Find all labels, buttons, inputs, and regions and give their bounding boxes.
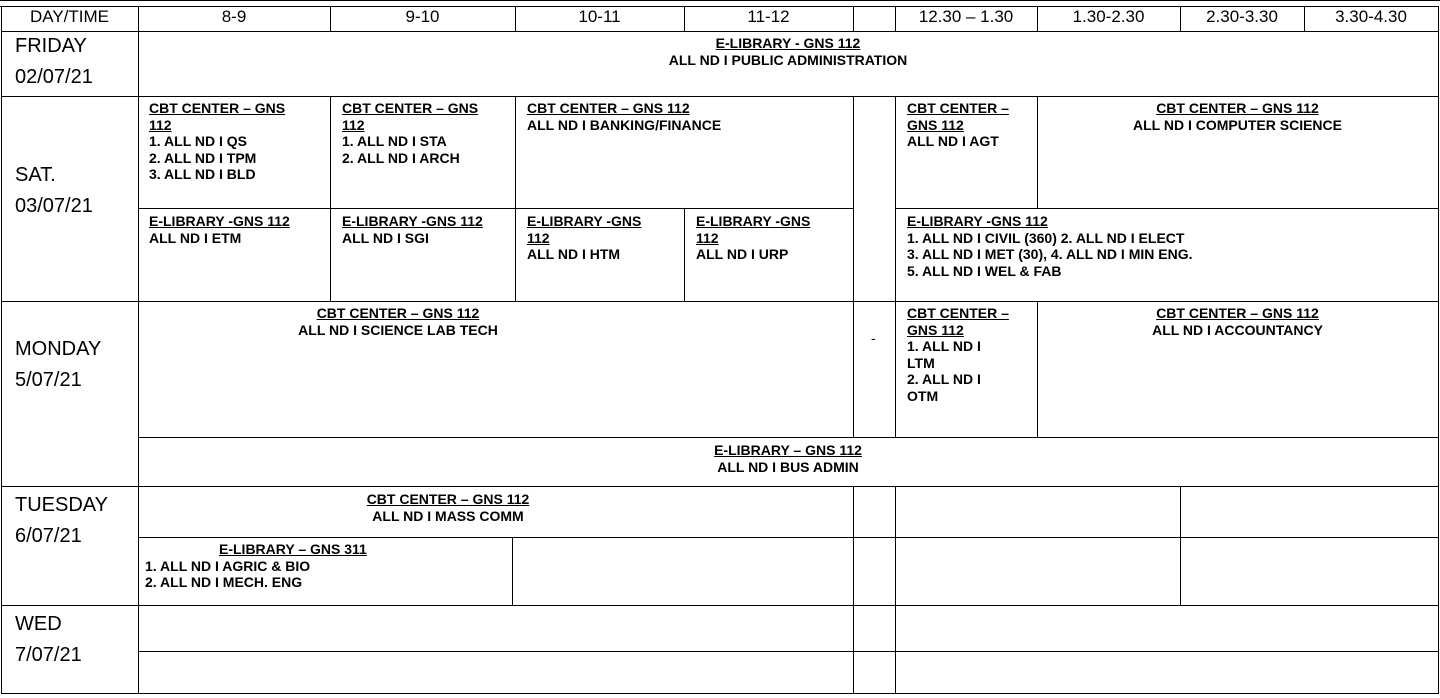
sat-cbt-qs-block bbox=[149, 100, 285, 183]
block-title-cont: 112 bbox=[342, 116, 365, 133]
block-line: 3. ALL ND I MET (30), 4. ALL ND I MIN ENG. bbox=[907, 246, 1193, 262]
day-name: SAT. bbox=[15, 164, 56, 186]
day-label-saturday bbox=[15, 160, 93, 222]
block-line: 1. ALL ND I CIVIL (360) 2. ALL ND I ELECT bbox=[907, 229, 1185, 246]
block-title: CBT CENTER – GNS 112 bbox=[527, 100, 690, 116]
block-title: E-LIBRARY -GNS 112 bbox=[342, 213, 483, 229]
block-line: LTM bbox=[907, 354, 935, 371]
day-name: MONDAY bbox=[15, 338, 102, 360]
mon-cbt-acc-block bbox=[1037, 305, 1438, 338]
sat-elib-htm-block bbox=[527, 213, 641, 263]
block-title: CBT CENTER – GNS 112 bbox=[1156, 100, 1319, 116]
block-title: E-LIBRARY - GNS 112 bbox=[715, 35, 861, 51]
block-line: 1. ALL ND I AGRIC & BIO bbox=[145, 557, 311, 574]
block-title: E-LIBRARY -GNS bbox=[696, 213, 811, 229]
block-line: ALL ND I MASS COMM bbox=[372, 507, 524, 524]
block-line: ALL ND I AGT bbox=[907, 133, 999, 149]
block-title: E-LIBRARY -GNS 112 bbox=[149, 213, 290, 229]
block-title: CBT CENTER – GNS bbox=[149, 100, 286, 116]
friday-elibrary-block bbox=[138, 35, 1438, 68]
block-line: 3. ALL ND I BLD bbox=[149, 166, 256, 182]
sat-cbt-cs-block bbox=[1037, 100, 1438, 133]
block-title-cont: 112 bbox=[527, 229, 550, 246]
sat-elib-sgi-block bbox=[342, 213, 483, 246]
header-slot-11-12: 11-12 bbox=[747, 7, 790, 26]
day-name: FRIDAY bbox=[15, 35, 87, 57]
day-date: 5/07/21 bbox=[15, 369, 82, 391]
block-title: CBT CENTER – GNS bbox=[342, 100, 479, 116]
day-date: 02/07/21 bbox=[15, 66, 93, 88]
block-line: 2. ALL ND I ARCH bbox=[342, 149, 460, 166]
sat-cbt-sta-block bbox=[342, 100, 478, 166]
block-title: CBT CENTER – bbox=[907, 100, 1009, 116]
block-title: CBT CENTER – bbox=[907, 305, 1009, 321]
header-slot-130-230: 1.30-2.30 bbox=[1072, 7, 1145, 26]
block-line: ALL ND I BUS ADMIN bbox=[717, 458, 859, 475]
block-line: 1. ALL ND I bbox=[907, 338, 981, 354]
mon-cbt-ltm-block bbox=[907, 305, 1009, 404]
block-line: 1. ALL ND I QS bbox=[149, 133, 248, 149]
header-slot-230-330: 2.30-3.30 bbox=[1206, 7, 1278, 26]
block-line: ALL ND I SCIENCE LAB TECH bbox=[298, 321, 498, 338]
block-line: ALL ND I HTM bbox=[527, 246, 621, 262]
block-line: ALL ND I URP bbox=[696, 246, 789, 262]
mon-dash: - bbox=[871, 330, 876, 346]
header-daytime: DAY/TIME bbox=[29, 7, 110, 26]
block-line: ALL ND I SGI bbox=[342, 229, 429, 246]
tue-elib-agric-block bbox=[145, 541, 367, 591]
block-line: OTM bbox=[907, 387, 939, 404]
block-title: E-LIBRARY -GNS 112 bbox=[907, 213, 1048, 229]
block-title: CBT CENTER – GNS 112 bbox=[316, 305, 480, 321]
tue-cbt-mass-block bbox=[138, 491, 758, 524]
sat-elib-civil-block bbox=[907, 213, 1192, 279]
block-title: E-LIBRARY – GNS 112 bbox=[714, 442, 862, 458]
block-line: 1. ALL ND I STA bbox=[342, 133, 447, 149]
header-slot-330-430: 3.30-4.30 bbox=[1335, 7, 1407, 26]
block-title: E-LIBRARY -GNS bbox=[527, 213, 642, 229]
header-slot-8-9: 8-9 bbox=[221, 7, 247, 26]
block-line: 2. ALL ND I TPM bbox=[149, 149, 257, 166]
sat-cbt-banking-block bbox=[527, 100, 721, 133]
header-slot-1230-130: 12.30 – 1.30 bbox=[918, 7, 1014, 26]
block-title-cont: GNS 112 bbox=[907, 116, 964, 133]
day-date: 6/07/21 bbox=[15, 525, 82, 547]
day-name: TUESDAY bbox=[15, 494, 108, 516]
block-line: ALL ND I COMPUTER SCIENCE bbox=[1133, 116, 1342, 133]
block-title: CBT CENTER – GNS 112 bbox=[366, 491, 530, 507]
header-slot-10-11: 10-11 bbox=[578, 7, 621, 26]
day-label-tuesday bbox=[15, 490, 108, 552]
mon-elib-bus-block bbox=[138, 442, 1438, 475]
block-line: ALL ND I ETM bbox=[149, 229, 242, 246]
block-line: 5. ALL ND I WEL & FAB bbox=[907, 262, 1062, 279]
block-title: CBT CENTER – GNS 112 bbox=[1156, 305, 1319, 321]
sat-elib-etm-block bbox=[149, 213, 290, 246]
day-name: WED bbox=[15, 613, 62, 635]
block-title: E-LIBRARY – GNS 311 bbox=[219, 541, 367, 557]
header-slot-9-10: 9-10 bbox=[405, 7, 440, 26]
block-title-cont: 112 bbox=[149, 116, 172, 133]
block-line: ALL ND I PUBLIC ADMINISTRATION bbox=[668, 51, 908, 68]
block-line: 2. ALL ND I MECH. ENG bbox=[145, 574, 303, 590]
block-line: ALL ND I BANKING/FINANCE bbox=[527, 116, 722, 133]
day-label-friday bbox=[15, 31, 93, 93]
sat-cbt-agt-block bbox=[907, 100, 1009, 150]
block-title-cont: GNS 112 bbox=[907, 321, 964, 338]
block-title-cont: 112 bbox=[696, 229, 719, 246]
day-label-wed bbox=[15, 609, 82, 671]
block-line: 2. ALL ND I bbox=[907, 371, 981, 387]
block-line: ALL ND I ACCOUNTANCY bbox=[1152, 321, 1323, 338]
day-date: 7/07/21 bbox=[15, 644, 82, 666]
day-label-monday bbox=[15, 334, 101, 396]
mon-cbt-slt-block bbox=[138, 305, 658, 338]
day-date: 03/07/21 bbox=[15, 195, 93, 217]
sat-elib-urp-block bbox=[696, 213, 810, 263]
